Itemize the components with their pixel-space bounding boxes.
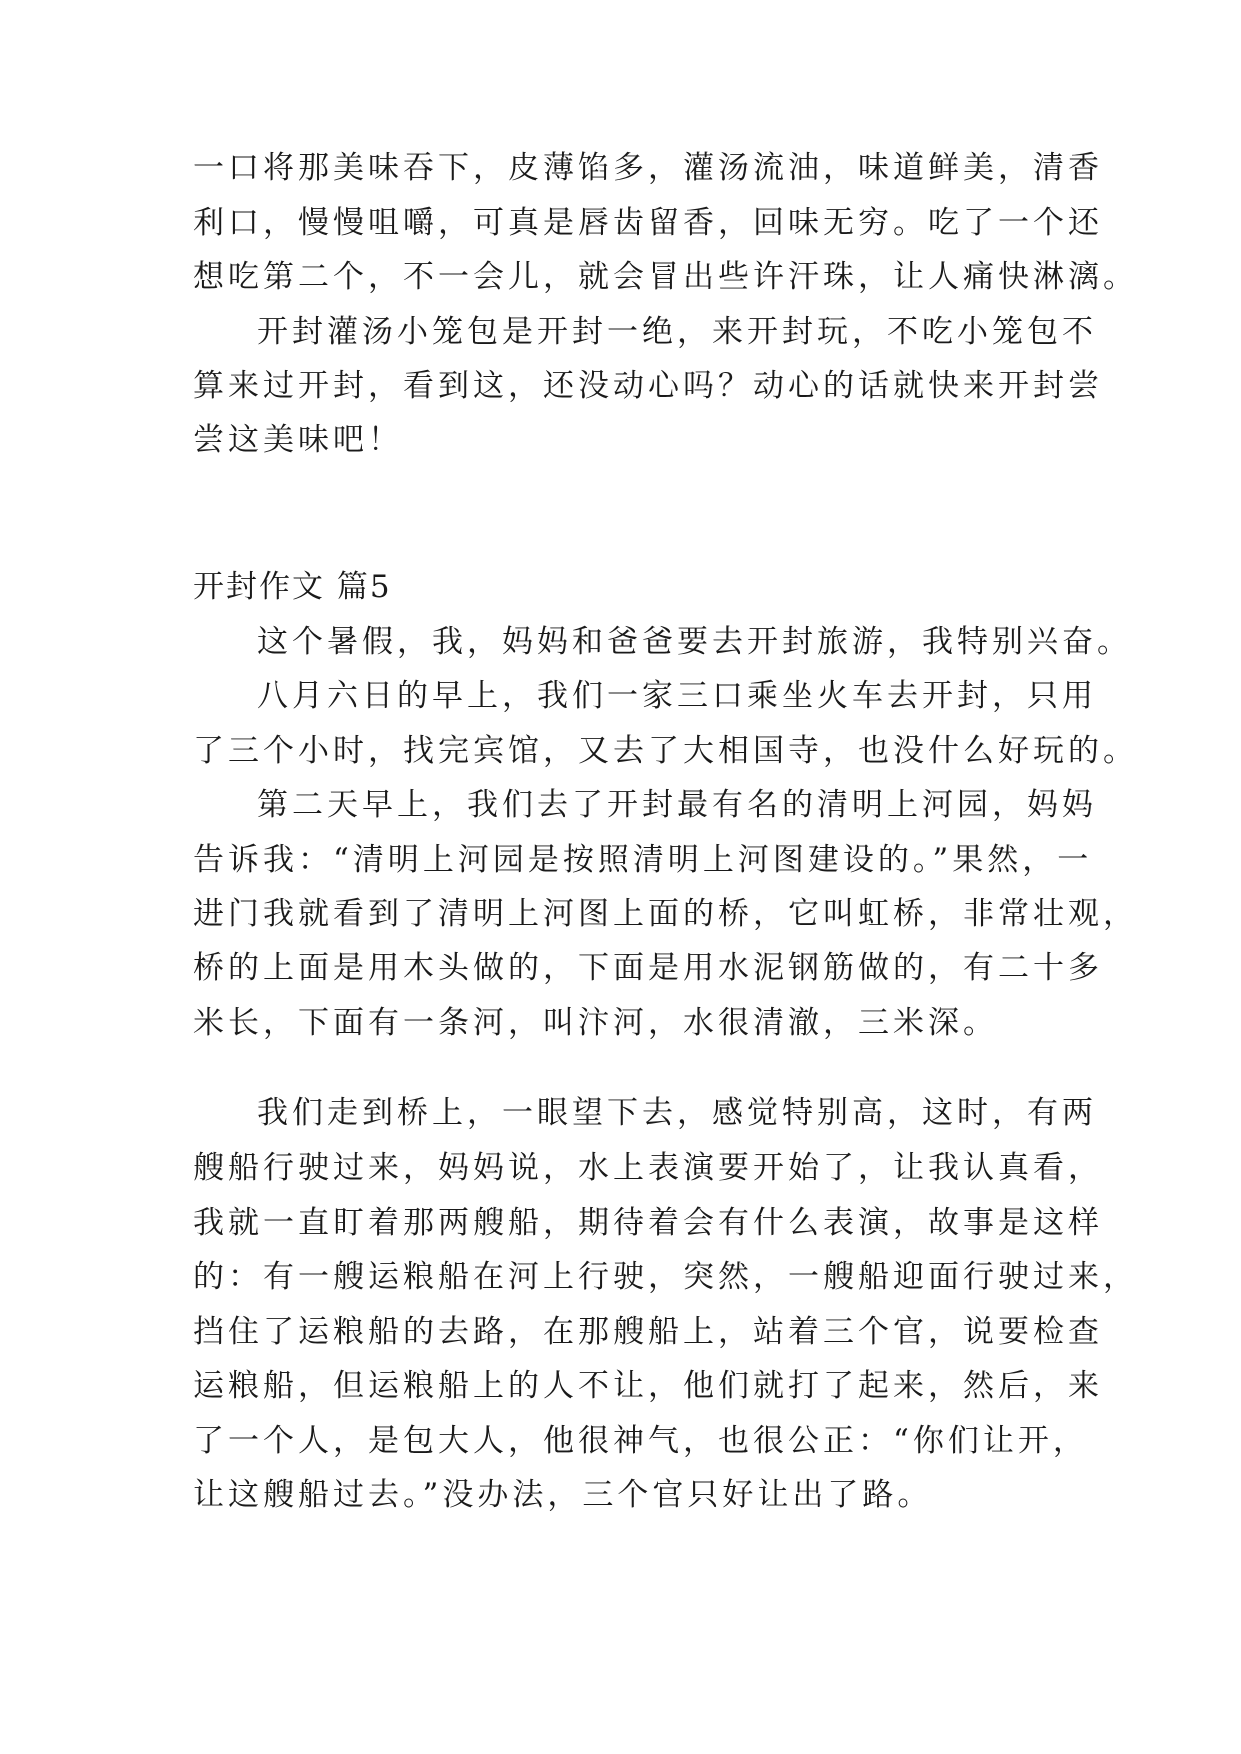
text-line: 八月六日的早上，我们一家三口乘坐火车去开封，只用 xyxy=(257,678,1097,714)
section-heading: 开封作文 篇5 xyxy=(193,569,392,605)
text-line: 挡住了运粮船的去路，在那艘船上，站着三个官，说要检查 xyxy=(193,1314,1103,1350)
text-line: 算来过开封，看到这，还没动心吗？动心的话就快来开封尝 xyxy=(193,368,1103,404)
text-line: 我就一直盯着那两艘船，期待着会有什么表演，故事是这样 xyxy=(193,1205,1103,1241)
text-line: 运粮船，但运粮船上的人不让，他们就打了起来，然后，来 xyxy=(193,1368,1103,1404)
text-line: 进门我就看到了清明上河图上面的桥，它叫虹桥，非常壮观， xyxy=(193,896,1138,932)
text-line: 米长，下面有一条河，叫汴河，水很清澈，三米深。 xyxy=(193,1005,998,1041)
text-line: 开封灌汤小笼包是开封一绝，来开封玩，不吃小笼包不 xyxy=(257,314,1097,350)
text-line: 艘船行驶过来，妈妈说，水上表演要开始了，让我认真看， xyxy=(193,1150,1103,1186)
text-line: 的：有一艘运粮船在河上行驶，突然，一艘船迎面行驶过来， xyxy=(193,1259,1138,1295)
text-line: 第二天早上，我们去了开封最有名的清明上河园，妈妈 xyxy=(257,787,1097,823)
text-line: 告诉我：“清明上河园是按照清明上河图建设的。”果然，一 xyxy=(193,842,1093,878)
text-line: 这个暑假，我，妈妈和爸爸要去开封旅游，我特别兴奋。 xyxy=(257,624,1132,660)
text-line: 桥的上面是用木头做的，下面是用水泥钢筋做的，有二十多 xyxy=(193,950,1103,986)
text-line: 了三个小时，找完宾馆，又去了大相国寺，也没什么好玩的。 xyxy=(193,733,1138,769)
text-line: 我们走到桥上，一眼望下去，感觉特别高，这时，有两 xyxy=(257,1095,1097,1131)
text-line: 尝这美味吧！ xyxy=(193,422,403,458)
text-line: 利口，慢慢咀嚼，可真是唇齿留香，回味无穷。吃了一个还 xyxy=(193,205,1103,241)
text-line: 一口将那美味吞下，皮薄馅多，灌汤流油，味道鲜美，清香 xyxy=(193,150,1103,186)
text-line: 了一个人，是包大人，他很神气，也很公正：“你们让开， xyxy=(193,1423,1088,1459)
text-line: 想吃第二个，不一会儿，就会冒出些许汗珠，让人痛快淋漓。 xyxy=(193,259,1138,295)
text-line: 让这艘船过去。”没办法，三个官只好让出了路。 xyxy=(193,1477,933,1513)
